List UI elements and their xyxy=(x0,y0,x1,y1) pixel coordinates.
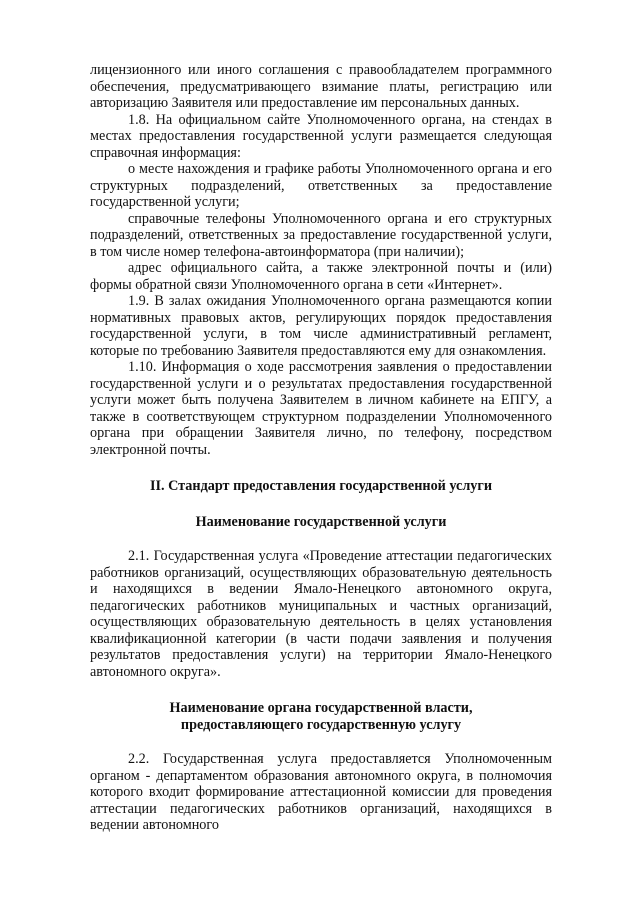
subheading-authority-line2: предоставляющего государственную услугу xyxy=(180,716,462,733)
section-title: II. Стандарт предоставления государственной услуги xyxy=(149,478,493,494)
paragraph-1-9: 1.9. В залах ожидания Уполномоченного органа размещаются копии нормативных правовых актов, регулирующих порядок предоставления государственной услуги, в том числе административный регламент, которые по требованию Заявителя предоставляются ему для ознакомления. xyxy=(90,293,552,359)
subheading-authority-line1: Наименование органа государственной власти, xyxy=(169,700,473,716)
paragraph-1-10: 1.10. Информация о ходе рассмотрения заявления о предоставлении государственной услуги и о результатах предоставления государственной услуги может быть получена Заявителем в личном кабинете на ЕПГУ, а также в соответствующем структурном подразделении Уполномоченного органа при обращении Заявителя лично, по телефону, посредством электронной почты. xyxy=(90,359,552,458)
paragraph-continuation: лицензионного или иного соглашения с правообладателем программного обеспечения, предусматривающего взимание платы, регистрацию или авторизацию Заявителя или предоставление им персональных данных. xyxy=(90,62,552,111)
subheading-service-name: Наименование государственной услуги xyxy=(195,513,447,530)
paragraph-website: адрес официального сайта, а также электронной почты и (или) формы обратной связи Уполномоченного органа в сети «Интернет». xyxy=(90,260,552,293)
paragraph-2-2: 2.2. Государственная услуга предоставляется Уполномоченным органом - департаментом образования автономного округа, в полномочия которого входит формирование аттестационной комиссии для проведения аттестации педагогических работников организаций, находящихся в ведении автономного xyxy=(90,751,552,833)
paragraph-location-schedule: о месте нахождения и графике работы Уполномоченного органа и его структурных подразделений, ответственных за предоставление государственной услуги; xyxy=(90,161,552,210)
paragraph-2-1: 2.1. Государственная услуга «Проведение аттестации педагогических работников организаций, осуществляющих образовательную деятельность и находящихся в ведении Ямало-Ненецкого автономного округа, педагогических работников муниципальных и частных организаций, осуществляющих образовательную деятельность в целях установления квалификационной категории (в части подачи заявления и получения результатов предоставления услуги) на территории Ямало-Ненецкого автономного округа». xyxy=(90,548,552,680)
document-body xyxy=(90,62,552,834)
paragraph-phones: справочные телефоны Уполномоченного органа и его структурных подразделений, ответственных за предоставление государственной услуги, в том числе номер телефона-автоинформатора (при наличии); xyxy=(90,210,552,260)
paragraph-1-8: 1.8. На официальном сайте Уполномоченного органа, на стендах в местах предоставления государственной услуги размещается следующая справочная информация: xyxy=(90,111,552,161)
